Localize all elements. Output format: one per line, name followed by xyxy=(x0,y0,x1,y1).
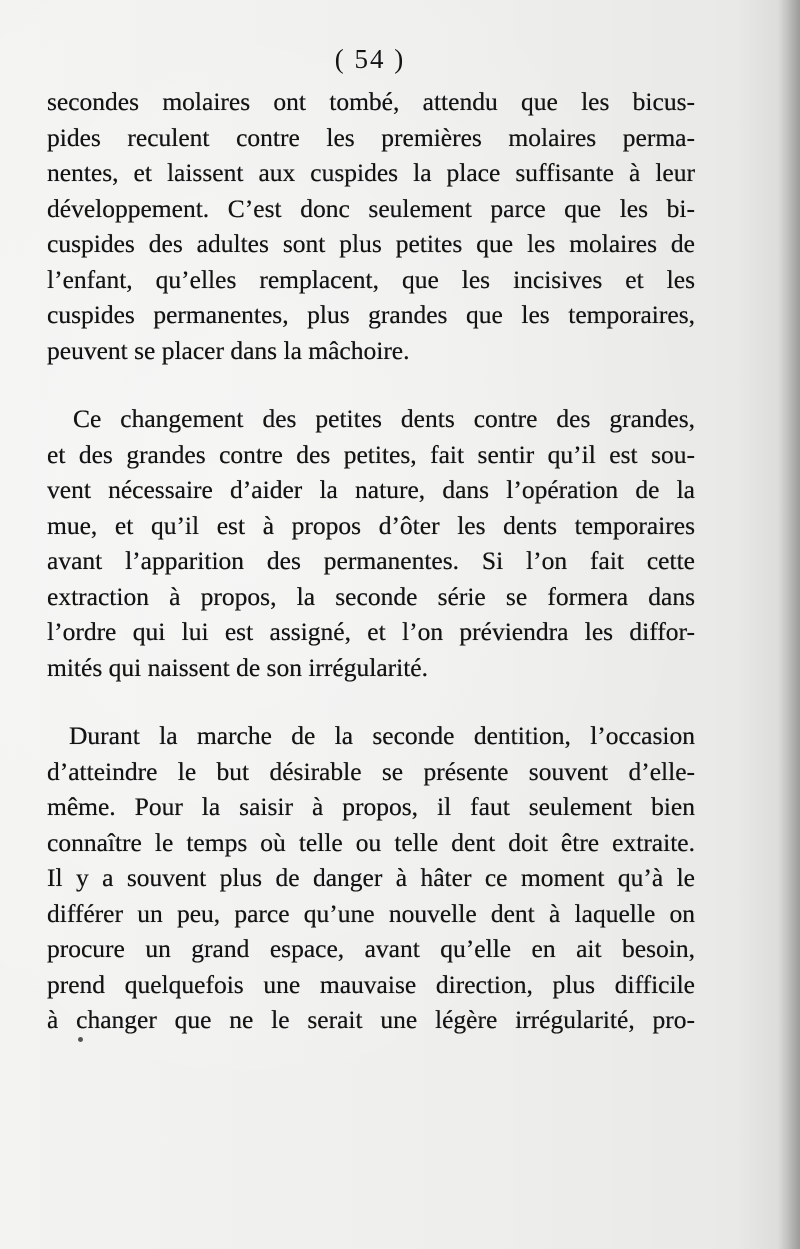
text-line: développement. C’est donc seulement parce que les bi- xyxy=(47,193,695,223)
text-line: pides reculent contre les premières molaires perma- xyxy=(47,122,695,152)
text-line: Il y a souvent plus de danger à hâter ce moment qu’à le xyxy=(47,863,695,892)
text-line: procure un grand espace, avant qu’elle en ait besoin, xyxy=(47,934,695,963)
page-binding-shadow xyxy=(778,0,800,1249)
text-line: à changer que ne le serait une légère irrégularité, pro- xyxy=(47,1005,695,1034)
ink-speck xyxy=(78,1037,83,1042)
text-line: secondes molaires ont tombé, attendu que les bicus- xyxy=(47,87,695,116)
paragraph-2 xyxy=(47,401,695,685)
paragraph-3 xyxy=(47,718,695,1038)
paragraph-1 xyxy=(47,84,695,368)
text-line: extraction à propos, la seconde série se formera dans xyxy=(47,581,695,611)
text-line: et des grandes contre des petites, fait sentir qu’il est sou- xyxy=(47,439,695,469)
text-line: cuspides des adultes sont plus petites que les molaires de xyxy=(47,229,695,258)
text-line: nentes, et laissent aux cuspides la place suffisante à leur xyxy=(47,158,695,187)
text-line: d’atteindre le but désirable se présente souvent d’elle- xyxy=(47,756,695,786)
text-line: l’ordre qui lui est assigné, et l’on préviendra les diffor- xyxy=(47,617,695,646)
text-line: différer un peu, parce qu’une nouvelle dent à laquelle on xyxy=(47,898,695,928)
text-line: Durant la marche de la seconde dentition, l’occasion xyxy=(69,721,695,750)
text-line: cuspides permanentes, plus grandes que les temporaires, xyxy=(47,300,695,329)
text-line: mue, et qu’il est à propos d’ôter les dents temporaires xyxy=(47,510,695,540)
text-line: mités qui naissent de son irrégularité. xyxy=(47,652,428,682)
text-line: connaître le temps où telle ou telle dent doit être extraite. xyxy=(47,827,695,857)
text-line: peuvent se placer dans la mâchoire. xyxy=(47,335,410,365)
text-line: prend quelquefois une mauvaise direction, plus difficile xyxy=(47,969,695,999)
text-line: vent nécessaire d’aider la nature, dans l’opération de la xyxy=(47,475,695,504)
text-line: Ce changement des petites dents contre des grandes, xyxy=(73,404,695,433)
text-line: avant l’apparition des permanentes. Si l’on fait cette xyxy=(47,546,695,575)
text-line: même. Pour la saisir à propos, il faut seulement bien xyxy=(47,792,695,821)
page-number: ( 54 ) xyxy=(334,44,406,74)
text-line: l’enfant, qu’elles remplacent, que les incisives et les xyxy=(47,264,695,294)
